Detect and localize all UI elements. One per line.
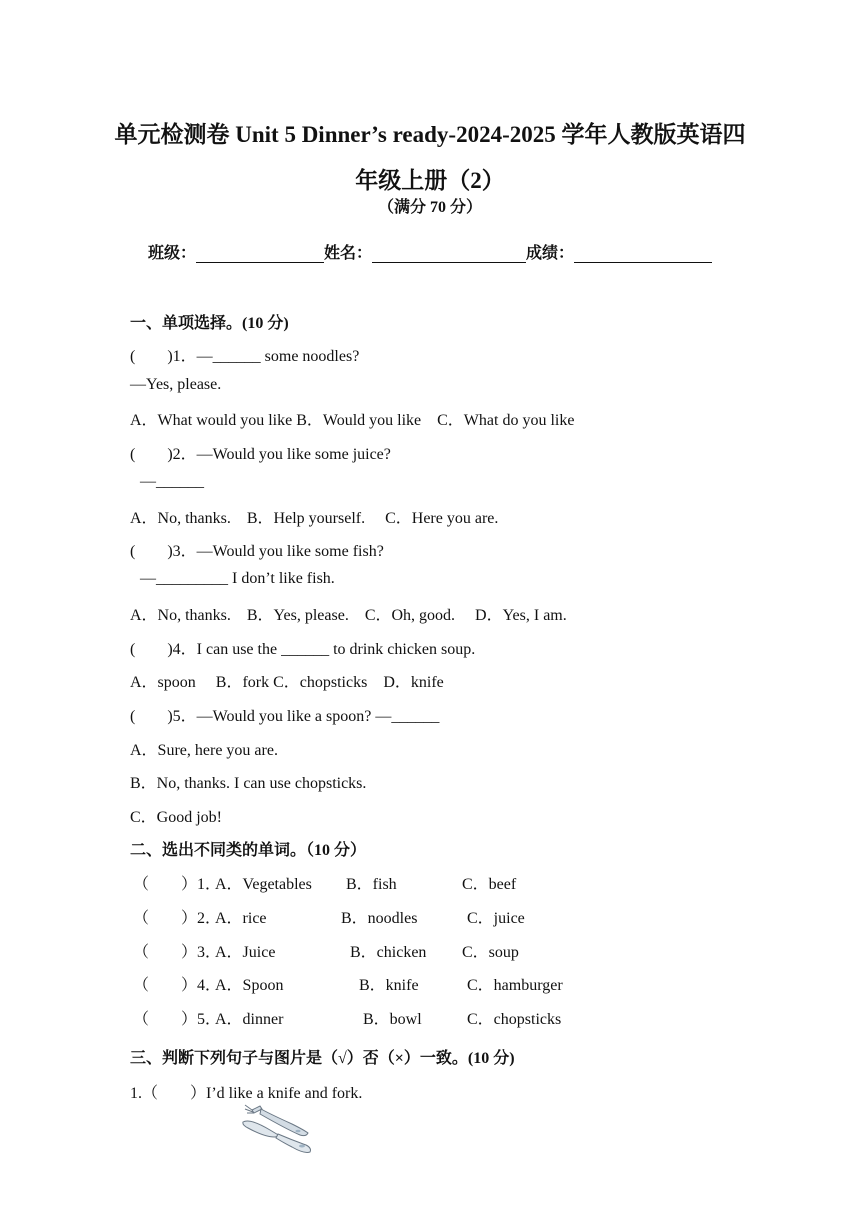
score-blank[interactable] xyxy=(574,244,712,263)
question-1-options: A．What would you like B．Would you like C．What do you like xyxy=(130,412,575,429)
page-title xyxy=(0,112,860,204)
odd-one-out-row xyxy=(133,871,733,893)
option-c: C．soup xyxy=(462,944,519,961)
question-5-option-b: B．No, thanks. I can use chopsticks. xyxy=(130,775,367,792)
row-number: （ ）3． xyxy=(133,944,222,961)
odd-one-out-row xyxy=(133,939,733,961)
option-b: B．noodles xyxy=(341,910,418,927)
name-label: 姓名： xyxy=(324,245,373,262)
row-number: （ ）5． xyxy=(133,1011,222,1028)
question-1: ( )1．—______ some noodles? xyxy=(130,348,360,365)
row-number: （ ）4． xyxy=(133,977,222,994)
judge-question-1: 1.（ ）I’d like a knife and fork. xyxy=(130,1085,363,1102)
question-3: ( )3．—Would you like some fish? xyxy=(130,543,384,560)
row-number: （ ）2． xyxy=(133,910,222,927)
question-3-reply: —_________ I don’t like fish. xyxy=(140,570,335,587)
option-a: A．Spoon xyxy=(215,977,284,994)
option-c: C．hamburger xyxy=(467,977,563,994)
question-1-reply: —Yes, please. xyxy=(130,376,222,393)
score-label: 成绩： xyxy=(526,245,575,262)
option-c: C．beef xyxy=(462,876,517,893)
class-label: 班级： xyxy=(148,245,197,262)
question-5-option-c: C．Good job! xyxy=(130,809,223,826)
option-a: A．Vegetables xyxy=(215,876,312,893)
question-3-options: A．No, thanks. B．Yes, please. C．Oh, good. D．Yes, I am. xyxy=(130,607,567,624)
option-b: B．knife xyxy=(359,977,419,994)
odd-one-out-row xyxy=(133,905,733,927)
odd-one-out-row xyxy=(133,972,733,994)
full-score-note: （满分 70 分） xyxy=(377,199,482,216)
question-2-options: A．No, thanks. B．Help yourself. C．Here you are. xyxy=(130,510,499,527)
option-a: A．rice xyxy=(215,910,267,927)
title-line-2: 年级上册（2） xyxy=(355,168,505,193)
section3-heading: 三、判断下列句子与图片是（√）否（×）一致。(10 分) xyxy=(130,1050,515,1067)
student-info-row xyxy=(148,240,712,263)
question-2-reply: —______ xyxy=(140,473,204,490)
option-b: B．fish xyxy=(346,876,397,893)
section2-heading: 二、选出不同类的单词。（10 分） xyxy=(130,842,367,859)
option-a: A．dinner xyxy=(215,1011,284,1028)
option-c: C．juice xyxy=(467,910,525,927)
title-line-1: 单元检测卷 Unit 5 Dinner’s ready-2024-2025 学年人教版英语四 xyxy=(114,122,746,147)
option-c: C．chopsticks xyxy=(467,1011,562,1028)
row-number: （ ）1． xyxy=(133,876,222,893)
odd-one-out-row xyxy=(133,1006,733,1028)
section1-heading: 一、单项选择。(10 分) xyxy=(130,315,289,332)
question-4-options: A．spoon B．fork C．chopsticks D．knife xyxy=(130,674,444,691)
option-b: B．chicken xyxy=(350,944,427,961)
question-2: ( )2．—Would you like some juice? xyxy=(130,446,391,463)
class-blank[interactable] xyxy=(196,244,324,263)
option-b: B．bowl xyxy=(363,1011,422,1028)
question-5: ( )5．—Would you like a spoon? —______ xyxy=(130,708,440,725)
question-5-option-a: A．Sure, here you are. xyxy=(130,742,278,759)
name-blank[interactable] xyxy=(372,244,526,263)
knife-and-fork-icon xyxy=(240,1100,316,1156)
option-a: A．Juice xyxy=(215,944,276,961)
question-4: ( )4．I can use the ______ to drink chicken soup. xyxy=(130,641,476,658)
